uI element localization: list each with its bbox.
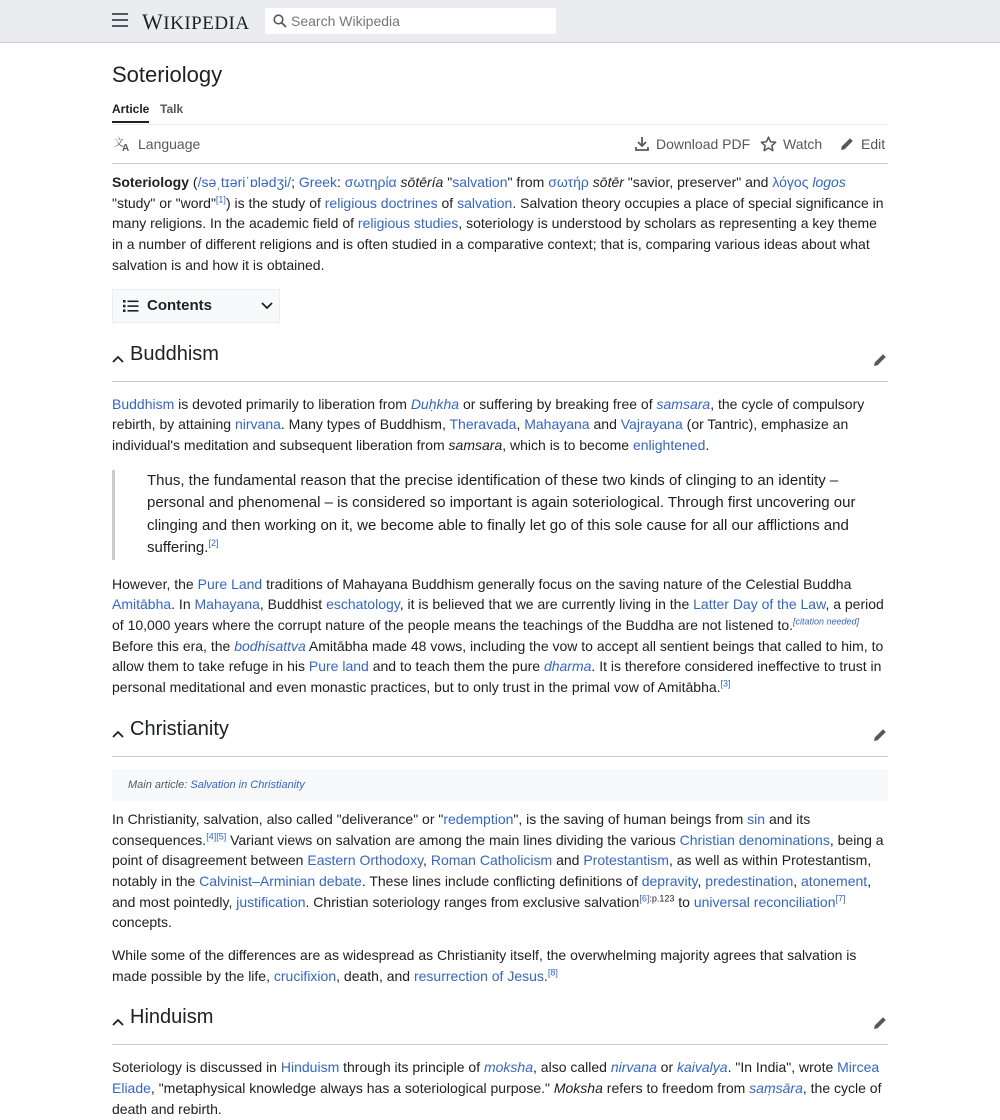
text-run: . Christian soteriology ranges from exclusive salvation bbox=[305, 893, 640, 910]
download-pdf-button[interactable] bbox=[634, 136, 750, 152]
paragraph bbox=[112, 574, 888, 698]
chevron-up-icon[interactable] bbox=[112, 354, 124, 364]
section-heading bbox=[112, 342, 888, 382]
text-run: ) is the study of bbox=[225, 194, 325, 211]
list-icon bbox=[123, 299, 139, 313]
search-box[interactable] bbox=[264, 7, 557, 35]
article-link[interactable]: Christian denominations bbox=[679, 831, 830, 848]
article-link[interactable]: λόγος bbox=[772, 174, 809, 190]
article-link[interactable]: Buddhism bbox=[112, 395, 175, 412]
text-run: ( bbox=[189, 174, 198, 190]
edit-label: Edit bbox=[861, 136, 886, 152]
text-run: of bbox=[437, 194, 458, 211]
menu-icon[interactable] bbox=[112, 13, 128, 27]
blockquote bbox=[112, 470, 888, 560]
page-tabs bbox=[112, 92, 888, 125]
section-christianity bbox=[112, 717, 888, 987]
pencil-icon[interactable] bbox=[872, 352, 888, 368]
italic-term: Moksha bbox=[553, 1080, 603, 1097]
text-run: , as well as within Protestantism, notably in the bbox=[112, 852, 872, 889]
section-title: Buddhism bbox=[130, 342, 219, 365]
text-run: , which is to become bbox=[502, 436, 633, 453]
text-run: . bbox=[543, 967, 548, 984]
text-run: " from bbox=[507, 174, 549, 190]
text-run: However, the bbox=[112, 575, 198, 592]
text-run: , bbox=[793, 872, 802, 889]
text-run: , death, and bbox=[336, 967, 414, 984]
citation-link[interactable]: [7] bbox=[835, 893, 846, 903]
text-run: and bbox=[552, 852, 584, 869]
article-link[interactable]: depravity bbox=[641, 872, 698, 889]
article-link[interactable]: Calvinist–Arminian debate bbox=[199, 872, 362, 889]
text-run: , bbox=[697, 872, 706, 889]
chevron-up-icon[interactable] bbox=[112, 1017, 124, 1027]
text-run: , bbox=[516, 416, 525, 433]
section-heading bbox=[112, 1008, 888, 1045]
text-run: . "In India", wrote bbox=[727, 1059, 838, 1076]
citation-link[interactable]: [6] bbox=[639, 893, 650, 903]
article-link[interactable]: crucifixion bbox=[273, 967, 337, 984]
citation-needed-link[interactable]: [citation needed] bbox=[793, 616, 860, 627]
search-input[interactable] bbox=[291, 8, 551, 34]
article-link[interactable]: Latter Day of the Law bbox=[693, 596, 826, 613]
page-reference: :p.123 bbox=[649, 893, 675, 903]
italic-term: sōtēr bbox=[592, 174, 624, 190]
article-link[interactable]: nirvana bbox=[610, 1059, 657, 1076]
article-sections bbox=[112, 342, 888, 1120]
text-run: and bbox=[589, 416, 621, 433]
article-link[interactable]: Amitābha bbox=[112, 596, 172, 613]
text-run: or bbox=[656, 1059, 677, 1076]
text-run: concepts. bbox=[112, 914, 172, 931]
text-run: Variant views on salvation are among the main lines dividing the various bbox=[226, 831, 680, 848]
text-run: refers to freedom from bbox=[602, 1080, 750, 1097]
article-link[interactable]: Greek bbox=[298, 174, 338, 190]
watch-button[interactable] bbox=[760, 136, 822, 152]
text-run: and its consequences. bbox=[112, 810, 811, 848]
text-run: , "metaphysical knowledge always has a soteriological purpose." bbox=[150, 1080, 554, 1097]
text-run: , bbox=[423, 852, 431, 869]
pencil-icon[interactable] bbox=[872, 1015, 888, 1031]
article-link[interactable]: Vajrayana bbox=[620, 416, 683, 433]
text-run: While some of the differences are as widespread as Christianity itself, the overwhelming majority agrees that salvation is made possible by the life, bbox=[112, 947, 857, 984]
paragraph bbox=[112, 1057, 888, 1119]
contents-toggle[interactable] bbox=[112, 289, 280, 323]
article-link[interactable]: Theravada bbox=[449, 416, 517, 433]
article-link[interactable]: samsara bbox=[656, 395, 711, 412]
text-run: "study" or "word" bbox=[112, 194, 216, 211]
article-link[interactable]: logos bbox=[812, 174, 846, 190]
article-link[interactable]: predestination bbox=[705, 872, 794, 889]
article-link[interactable]: nirvana bbox=[234, 416, 281, 433]
search-icon bbox=[273, 14, 287, 28]
citation-link[interactable]: [3] bbox=[720, 678, 731, 689]
page-toolbar bbox=[112, 125, 888, 164]
svg-text:A: A bbox=[122, 143, 130, 152]
text-run: , and most pointedly, bbox=[112, 872, 872, 910]
citation-link[interactable]: [1] bbox=[215, 194, 226, 205]
main-article-link[interactable]: Salvation in Christianity bbox=[190, 778, 305, 791]
download-icon bbox=[634, 136, 650, 152]
text-run: is devoted primarily to liberation from bbox=[174, 395, 411, 412]
watch-label: Watch bbox=[783, 136, 823, 152]
section-title: Christianity bbox=[130, 717, 229, 740]
article-link[interactable]: σωτηρία bbox=[344, 174, 397, 190]
article-link[interactable]: redemption bbox=[443, 810, 514, 827]
article-link[interactable]: moksha bbox=[483, 1059, 534, 1076]
text-run: . It is therefore considered ineffective to trust in personal meditational and even monastic practices, but to only trust in the primal vow of Amitābha. bbox=[112, 658, 882, 696]
text-run: ", is the saving of human beings from bbox=[513, 810, 748, 827]
contents-label: Contents bbox=[147, 296, 212, 314]
section-title: Hinduism bbox=[130, 1006, 214, 1029]
article-link[interactable]: resurrection of Jesus bbox=[413, 967, 544, 984]
language-label: Language bbox=[138, 136, 201, 152]
text-run: . Many types of Buddhism, bbox=[280, 416, 450, 433]
paragraph bbox=[112, 945, 888, 986]
chevron-down-icon bbox=[261, 302, 273, 310]
hatnote-prefix: Main article: bbox=[128, 778, 191, 791]
text-run: , the cycle of death and rebirth. bbox=[112, 1080, 882, 1117]
text-run: and to teach them the pure bbox=[368, 658, 544, 675]
article-link[interactable]: universal reconciliation bbox=[693, 893, 836, 910]
article-link[interactable]: salvation bbox=[452, 174, 508, 190]
citation-link[interactable]: [4][5] bbox=[206, 830, 227, 841]
article-link[interactable]: enlightened bbox=[632, 436, 706, 453]
article-link[interactable]: eschatology bbox=[326, 596, 400, 613]
edit-button[interactable] bbox=[839, 136, 885, 152]
section-heading bbox=[112, 717, 888, 757]
text-run: , being a point of disagreement between bbox=[112, 831, 884, 869]
section-hinduism bbox=[112, 1008, 888, 1119]
pencil-icon[interactable] bbox=[872, 727, 888, 743]
paragraph bbox=[112, 809, 888, 933]
article-link[interactable]: Duḥkha bbox=[410, 395, 460, 412]
text-run: or suffering by breaking free of bbox=[459, 395, 657, 412]
article-link[interactable]: Mircea Eliade bbox=[112, 1059, 880, 1097]
article-link[interactable]: justification bbox=[236, 893, 306, 910]
text-run: through its principle of bbox=[339, 1059, 484, 1076]
italic-term: sōtēría bbox=[400, 174, 444, 190]
text-run: : bbox=[337, 174, 345, 190]
section-body bbox=[112, 769, 888, 987]
svg-text:文: 文 bbox=[114, 138, 124, 149]
chevron-up-icon[interactable] bbox=[112, 729, 124, 739]
article-link[interactable]: dharma bbox=[543, 658, 592, 675]
main-content bbox=[112, 42, 888, 1120]
paragraph-gap bbox=[112, 933, 888, 945]
top-header bbox=[0, 0, 1000, 43]
tab-article[interactable]: Article bbox=[112, 102, 149, 123]
article-link[interactable]: bodhisattva bbox=[234, 637, 306, 654]
text-run: to bbox=[674, 893, 694, 910]
article-link[interactable]: /səˌtɪəriˈɒlədʒi/ bbox=[197, 174, 292, 190]
wikipedia-logo[interactable] bbox=[142, 9, 250, 35]
logo-text: WIKIPEDIA bbox=[142, 9, 250, 34]
text-run: , a period of 10,000 years where the corrupt nature of the people means the teachings of the Buddha are not listened to. bbox=[112, 596, 884, 634]
text-run: , the cycle of compulsory rebirth, by attaining bbox=[112, 395, 865, 433]
text-run: , Buddhist bbox=[259, 596, 327, 613]
text-run: Amitābha made 48 vows, including the vow to accept all sentient beings that called to him, to allow them to take refuge in his bbox=[112, 637, 884, 675]
download-label: Download PDF bbox=[656, 136, 751, 152]
text-run: . In bbox=[171, 596, 195, 613]
text-run: Soteriology is discussed in bbox=[112, 1059, 281, 1076]
spacer bbox=[112, 801, 888, 809]
section-buddhism bbox=[112, 342, 888, 698]
article-link[interactable]: σωτήρ bbox=[548, 174, 589, 190]
article-link[interactable]: salvation bbox=[457, 194, 513, 211]
article-link[interactable]: Eastern Orthodoxy bbox=[307, 852, 424, 869]
star-icon bbox=[760, 136, 777, 152]
text-run: . Salvation theory occupies a place of special significance in many religions. In the academic field of bbox=[112, 194, 884, 232]
text-run: Before this era, the bbox=[112, 637, 235, 654]
section-body bbox=[112, 1057, 888, 1119]
language-button[interactable] bbox=[114, 136, 200, 152]
article-link[interactable]: Pure Land bbox=[197, 575, 263, 592]
page-title: Soteriology bbox=[112, 62, 223, 87]
article-link[interactable]: Mahayana bbox=[194, 596, 260, 613]
citation-link[interactable]: [2] bbox=[208, 538, 219, 549]
article-link[interactable]: Pure land bbox=[308, 658, 369, 675]
article-link[interactable]: Protestantism bbox=[583, 852, 669, 869]
text-run: . These lines include conflicting definitions of bbox=[361, 872, 642, 889]
text-run: " bbox=[443, 174, 453, 190]
tab-talk[interactable]: Talk bbox=[160, 102, 184, 116]
pencil-icon bbox=[839, 136, 855, 152]
article-link[interactable]: religious doctrines bbox=[324, 194, 438, 211]
section-body bbox=[112, 394, 888, 698]
article-link[interactable]: Hinduism bbox=[280, 1059, 340, 1076]
paragraph bbox=[112, 394, 888, 456]
citation-link[interactable]: [8] bbox=[547, 967, 558, 978]
italic-term: samsara bbox=[448, 436, 503, 453]
article-link[interactable]: kaivalya bbox=[677, 1059, 728, 1076]
text-run: , it is believed that we are currently living in the bbox=[399, 596, 694, 613]
hatnote bbox=[112, 769, 888, 801]
article-link[interactable]: saṃsāra bbox=[749, 1080, 803, 1097]
text-run: (or Tantric), emphasize an individual's meditation and subsequent liberation from bbox=[112, 416, 849, 453]
text-run: . bbox=[705, 436, 710, 453]
article-link[interactable]: sin bbox=[747, 810, 766, 827]
language-icon bbox=[114, 136, 132, 152]
lead-paragraph bbox=[112, 172, 888, 276]
text-run: , soteriology is understood by scholars as representing a key theme in a number of different religions and is often studied in a comparative context; that is, comparing various ideas about what salvation is and how it is obtained. bbox=[112, 215, 877, 273]
text-run: , also called bbox=[533, 1059, 611, 1076]
article-link[interactable]: atonement bbox=[801, 872, 868, 889]
article-link[interactable]: religious studies bbox=[357, 215, 459, 232]
text-run: "savior, preserver" and bbox=[623, 174, 773, 190]
text-run: traditions of Mahayana Buddhism generally focus on the saving nature of the Celestial Buddha bbox=[262, 575, 852, 592]
text-run: In Christianity, salvation, also called "deliverance" or " bbox=[112, 810, 444, 827]
article-link[interactable]: Mahayana bbox=[524, 416, 590, 433]
text-run: ; bbox=[291, 174, 299, 190]
text-run: Thus, the fundamental reason that the precise identification of these two kinds of clinging to an identity – personal and phenomenal – is considered so important is again soteriological. Through first uncovering our clinging and then working on it, we become able to finally let go of this sole cause for all our afflictions and suffering. bbox=[147, 471, 856, 557]
article-link[interactable]: Roman Catholicism bbox=[430, 852, 553, 869]
bold-term: Soteriology bbox=[112, 174, 190, 190]
